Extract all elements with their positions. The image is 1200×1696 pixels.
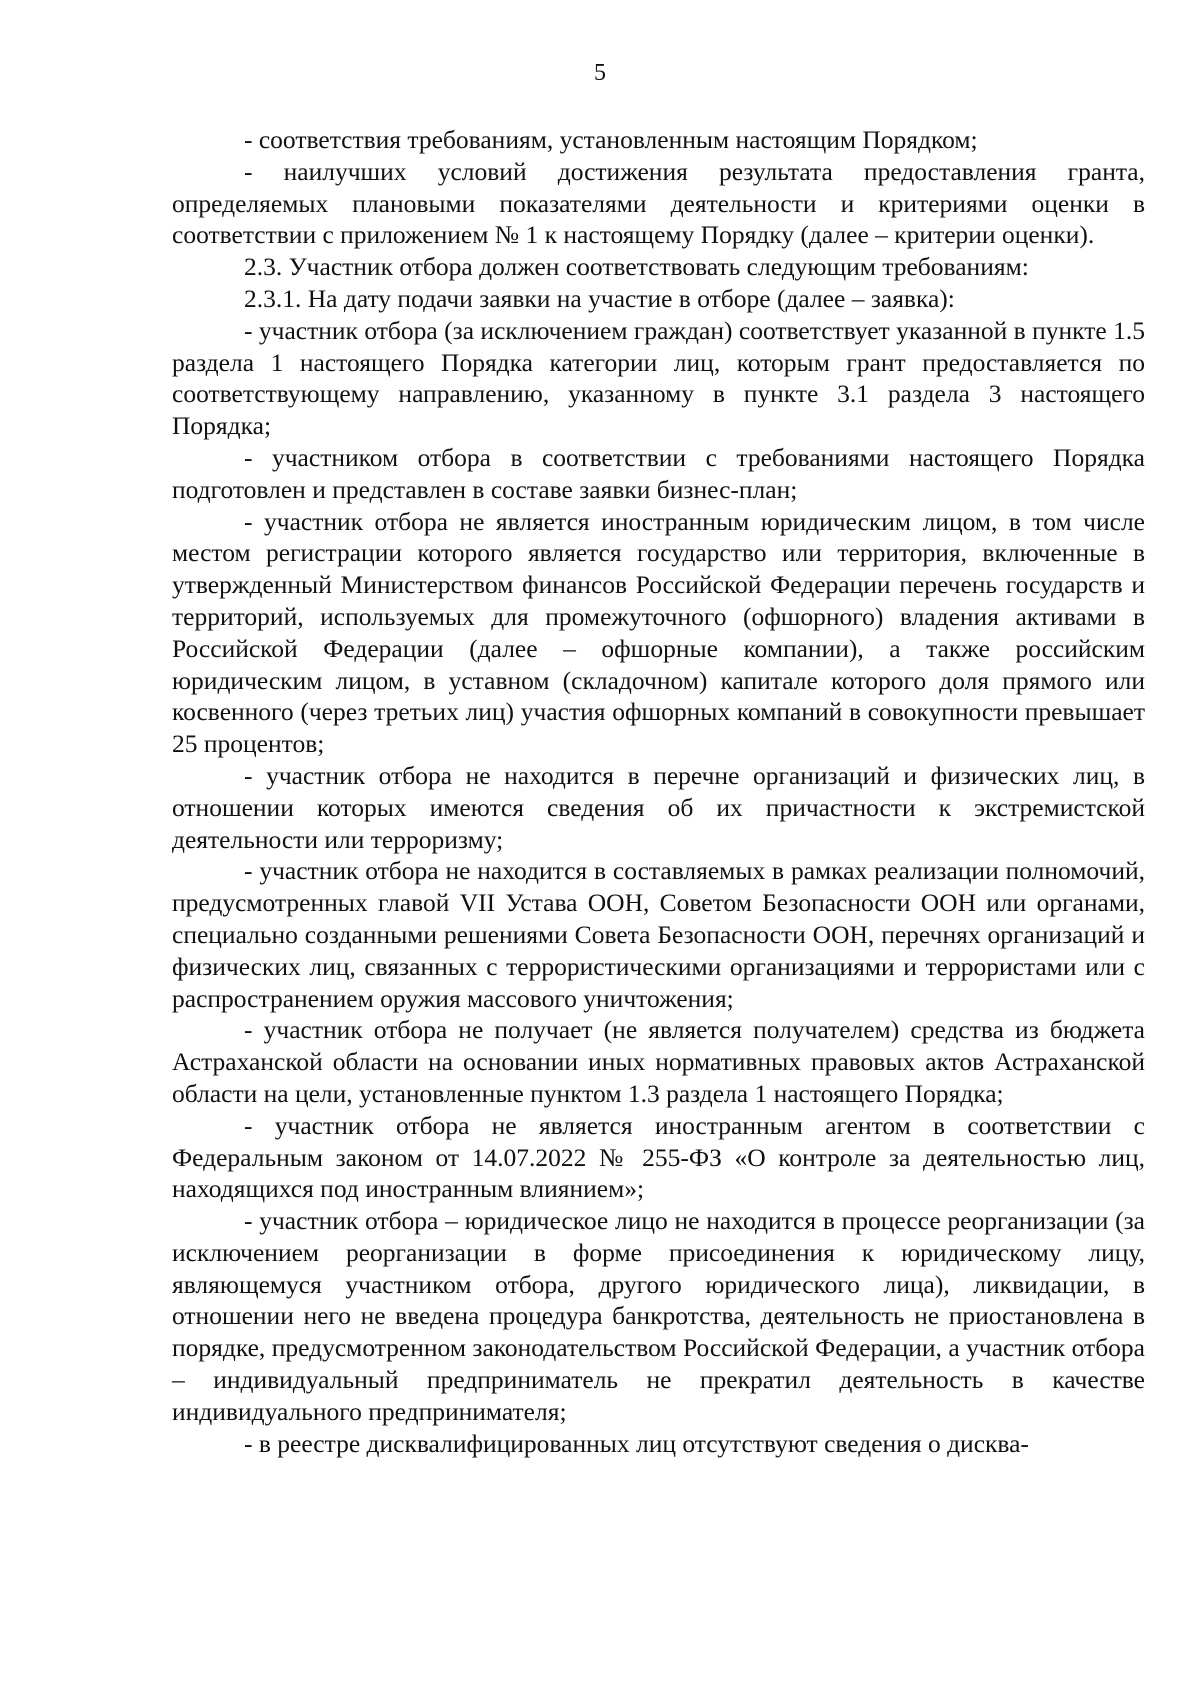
paragraph-extremism: - участник отбора не находится в перечне организаций и физических лиц, в отношении которых имеются сведения об их причастности к экстремистской деятельности или терроризму; (172, 760, 1145, 854)
document-body (172, 124, 1145, 1459)
paragraph-budget-funds: - участник отбора не получает (не является получателем) средства из бюджета Астраханской области на основании иных нормативных правовых актов Астраханской области на цели, установленные пунктом 1.3 раздела 1 настоящего Порядка; (172, 1015, 1145, 1108)
paragraph-foreign-agent: - участник отбора не является иностранным агентом в соответствии с Федеральным законом от 14.07.2022 № 255-ФЗ «О контроле за деятельностью лиц, находящихся под иностранным влиянием»; (172, 1110, 1145, 1204)
paragraph-disqualified-registry: - в реестре дисквалифицированных лиц отсутствуют сведения о дисква- (244, 1428, 1029, 1458)
paragraph-offshore: - участник отбора не является иностранным юридическим лицом, в том числе местом регистрации которого является государство или территория, включенные в утвержденный Министерством финансов Российской Федерации перечень государств и территорий, используемых для промежуточного (офшорного) владения активами в Российской Федерации (далее – офшорные компании), а также российским юридическим лицом, в уставном (складочном) капитале которого доля прямого или косвенного (через третьих лиц) участия офшорных компаний в совокупности превышает 25 процентов; (172, 506, 1145, 759)
paragraph-requirements-compliance: - соответствия требованиям, установленным настоящим Порядком; (244, 125, 978, 154)
paragraph-section-2-3: 2.3. Участник отбора должен соответствовать следующим требованиям: (244, 252, 1029, 282)
paragraph-reorganization: - участник отбора – юридическое лицо не находится в процессе реорганизации (за исключением реорганизации в форме присоединения к юридическому лицу, являющемуся участником отбора, другого юридического лица), ликвидации, в отношении него не введена процедура банкротства, деятельность не приостановлена в порядке, предусмотренном законодательством Российской Федерации, а участник отбора – индивидуальный предприниматель не прекратил деятельность в качестве индивидуального предпринимателя; (172, 1206, 1145, 1426)
page-number: 5 (594, 60, 606, 86)
paragraph-business-plan: - участником отбора в соответствии с требованиями настоящего Порядка подготовлен и представлен в составе заявки бизнес-план; (172, 442, 1145, 504)
paragraph-category-compliance: - участник отбора (за исключением граждан) соответствует указанной в пункте 1.5 раздела 1 настоящего Порядка категории лиц, которым грант предоставляется по соответствующему направлению, указанному в пункте 3.1 раздела 3 настоящего Порядка; (172, 315, 1145, 441)
paragraph-un-lists: - участник отбора не находится в составляемых в рамках реализации полномочий, предусмотренных главой VII Устава ООН, Советом Безопасности ООН или органами, специально созданными решениями Совета Безопасности ООН, перечнях организаций и физических лиц, связанных с террористическими организациями и террористами или с распространением оружия массового уничтожения; (172, 856, 1145, 1013)
paragraph-best-conditions: - наилучших условий достижения результата предоставления гранта, определяемых плановыми показателями деятельности и критериями оценки в соответствии с приложением № 1 к настоящему Порядку (далее – критерии оценки). (172, 156, 1145, 250)
paragraph-section-2-3-1: 2.3.1. На дату подачи заявки на участие в отборе (далее – заявка): (244, 283, 955, 313)
